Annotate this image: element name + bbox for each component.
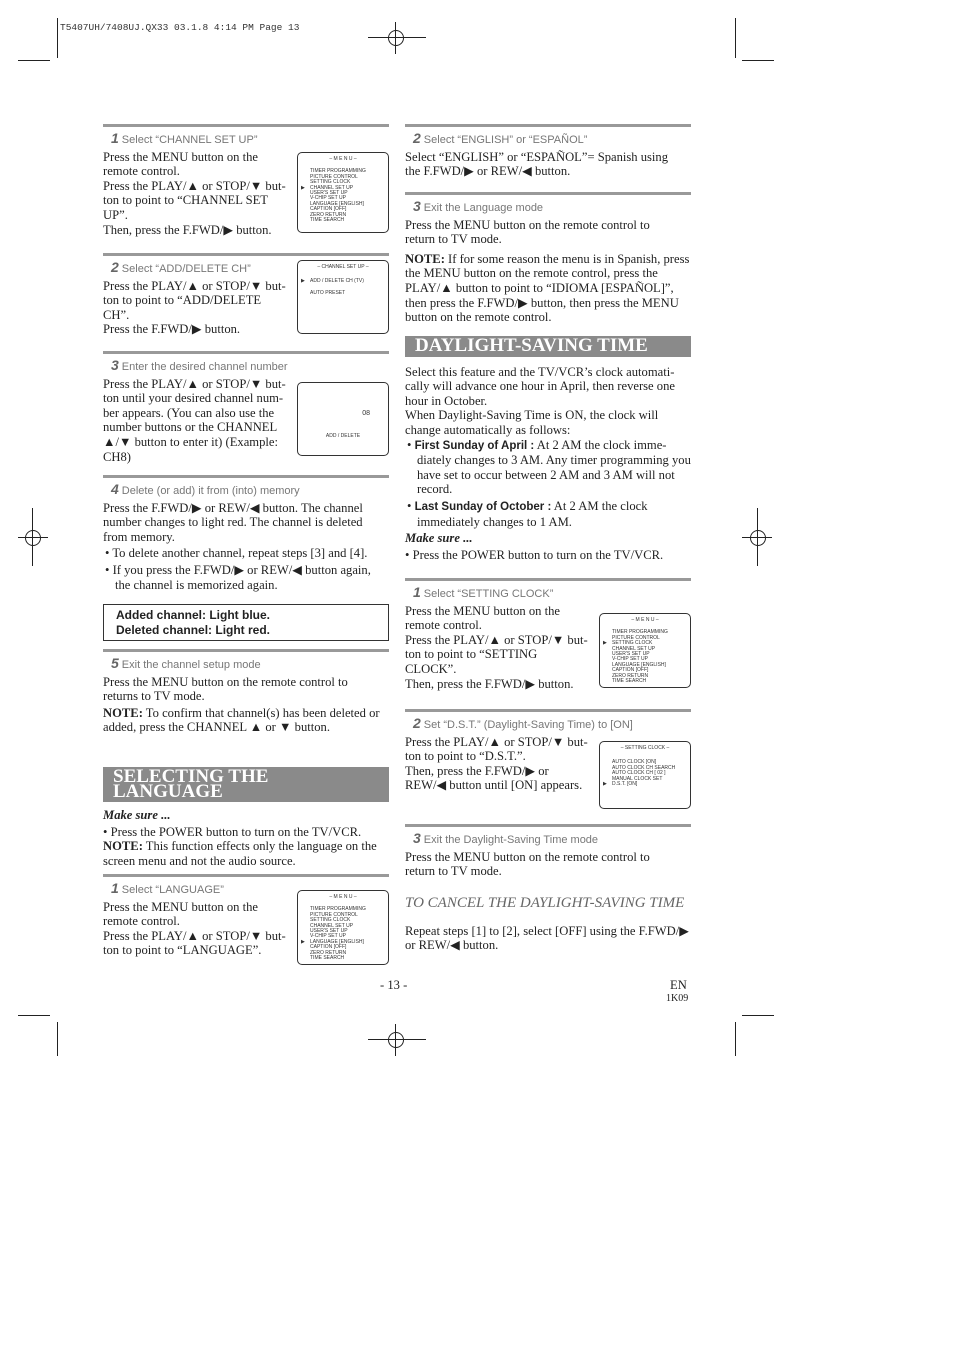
menu-item: PICTURE CONTROL bbox=[310, 173, 358, 180]
note-text: If for some reason the menu is in Spanish, press the MENU button on the remote control, press the PLAY/▲ button to point to “IDIOMA [ESPAÑOL]”, then press the F.FWD/▶ button, then press the MENU button on the remote control. bbox=[405, 251, 690, 325]
menu-item: AUTO CLOCK CH SEARCH bbox=[612, 764, 676, 771]
step-heading bbox=[413, 831, 691, 848]
step-number: 1 bbox=[413, 584, 421, 600]
text-line: remote control. bbox=[103, 914, 180, 929]
menu-item-selected: ▶ CHANNEL SET UP bbox=[310, 186, 388, 191]
step-body bbox=[103, 150, 293, 238]
make-sure-heading: Make sure ... bbox=[405, 531, 473, 546]
note-text: This function effects only the language on the screen menu and not the audio source. bbox=[103, 839, 377, 868]
step-heading bbox=[413, 716, 691, 733]
step-title: Select “CHANNEL SET UP” bbox=[121, 134, 258, 146]
menu-item: MANUAL CLOCK SET bbox=[612, 775, 663, 782]
step-body bbox=[103, 279, 293, 337]
bullet-item: • To delete another channel, repeat steps [3] and [4]. bbox=[105, 546, 368, 561]
bullet-item: • Press the POWER button to turn on the TV/VCR. bbox=[405, 547, 664, 562]
section-rule bbox=[405, 192, 691, 195]
crop-mark bbox=[18, 1015, 50, 1016]
section-banner: DAYLIGHT-SAVING TIME bbox=[405, 336, 691, 357]
step-title: Select “ENGLISH” or “ESPAÑOL” bbox=[423, 134, 588, 146]
dst-section bbox=[405, 336, 691, 562]
bullet-item: • Last Sunday of October : At 2 AM the clock immediately changes to 1 AM. bbox=[407, 498, 648, 529]
text-line: Press the MENU button on the remote control to bbox=[405, 849, 650, 864]
text-line: Press the PLAY/▲ or STOP/▼ but- bbox=[103, 178, 286, 193]
text-line: Press the PLAY/▲ or STOP/▼ but- bbox=[103, 278, 286, 293]
menu-title: – M E N U – bbox=[329, 894, 357, 900]
section-rule bbox=[103, 475, 389, 478]
step-number: 3 bbox=[111, 357, 119, 373]
step-title: Select “SETTING CLOCK” bbox=[423, 588, 554, 600]
note-line: Deleted channel: Light red. bbox=[116, 622, 271, 637]
left-step-5 bbox=[103, 649, 389, 735]
menu-item: CAPTION [OFF] bbox=[612, 667, 649, 674]
crop-mark bbox=[395, 22, 396, 54]
section-rule bbox=[103, 124, 389, 127]
section-body bbox=[405, 365, 691, 563]
menu-item: TIMER PROGRAMMING bbox=[310, 906, 366, 913]
print-header: T5407UH/7408UJ.QX33 03.1.8 4:14 PM Page 13 bbox=[60, 22, 300, 33]
crop-mark bbox=[18, 537, 48, 538]
color-note-box bbox=[103, 604, 389, 641]
intro-text: Select this feature and the TV/VCR’s clock automati-cally will advance one hour in April, then reverse one hour in October. bbox=[405, 364, 675, 408]
step-number: 1 bbox=[111, 880, 119, 896]
bullet-text: Press the POWER button to turn on the TV/VCR. bbox=[110, 824, 362, 839]
step-heading bbox=[413, 585, 691, 602]
text-line: Press the F.FWD/▶ button. bbox=[103, 322, 241, 337]
menu-item: CAPTION [OFF] bbox=[310, 944, 347, 951]
menu-item: CAPTION [OFF] bbox=[310, 206, 347, 213]
step-body bbox=[103, 501, 389, 593]
crop-mark bbox=[742, 537, 772, 538]
note-text: To confirm that channel(s) has been deleted or added, press the CHANNEL ▲ or ▼ button. bbox=[103, 705, 380, 735]
menu-item: TIME SEARCH bbox=[612, 678, 647, 685]
text-line: ton to point to “LANGUAGE”. bbox=[103, 943, 262, 958]
step-title: Select “ADD/DELETE CH” bbox=[121, 263, 251, 275]
bullet-label: Last Sunday of October : bbox=[414, 500, 552, 513]
menu-item: CHANNEL SET UP bbox=[310, 922, 354, 929]
section-rule bbox=[405, 124, 691, 127]
step-body bbox=[405, 150, 691, 179]
step-title: Delete (or add) it from (into) memory bbox=[121, 485, 300, 497]
setting-clock-screen bbox=[599, 741, 691, 809]
add-delete-screen bbox=[297, 382, 389, 456]
crop-mark bbox=[368, 37, 426, 38]
bullet-text: Press the POWER button to turn on the TV/VCR. bbox=[412, 547, 664, 562]
text-line: number changes to light red. The channel is deleted bbox=[103, 515, 363, 530]
menu-item: V-CHIP SET UP bbox=[310, 933, 346, 940]
menu-item: AUTO PRESET bbox=[310, 289, 346, 296]
note-label: NOTE: bbox=[103, 705, 143, 720]
intro-text: When Daylight-Saving Time is ON, the clock will change automatically as follows: bbox=[405, 408, 659, 437]
menu-item: SETTING CLOCK bbox=[310, 917, 351, 924]
text-line: ber appears. (You can also use the bbox=[103, 405, 275, 420]
text-line: Press the MENU button on the bbox=[405, 603, 560, 618]
step-number: 4 bbox=[111, 481, 119, 497]
note bbox=[103, 839, 389, 868]
menu-item: PICTURE CONTROL bbox=[310, 911, 358, 918]
registration-mark-icon bbox=[388, 1032, 404, 1048]
section-body bbox=[103, 808, 389, 868]
cancel-heading: TO CANCEL THE DAYLIGHT-SAVING TIME bbox=[405, 894, 685, 911]
text-line: ton until your desired channel num- bbox=[103, 391, 284, 406]
step-number: 2 bbox=[413, 130, 421, 146]
step-body bbox=[405, 604, 597, 692]
text-line: ton to point to “D.S.T.”. bbox=[405, 749, 526, 764]
menu-item: SETTING CLOCK bbox=[310, 179, 351, 186]
step-title: Exit the channel setup mode bbox=[121, 659, 261, 671]
text-line: Press the PLAY/▲ or STOP/▼ but- bbox=[103, 928, 286, 943]
menu-item: LANGUAGE [ENGLISH] bbox=[612, 661, 666, 668]
menu-title: – CHANNEL SET UP – bbox=[317, 264, 369, 270]
text-line: remote control. bbox=[103, 164, 180, 179]
menu-item-selected: ▶ D.S.T. [ON] bbox=[612, 782, 690, 787]
step-body bbox=[405, 850, 691, 879]
text-line: Press the MENU button on the remote control to bbox=[103, 674, 348, 689]
section-banner: SELECTING THE LANGUAGE bbox=[103, 767, 389, 802]
section-rule bbox=[103, 351, 389, 354]
text-line: Press the PLAY/▲ or STOP/▼ but- bbox=[405, 632, 588, 647]
menu-item: TIMER PROGRAMMING bbox=[310, 168, 366, 175]
text-line: Press the F.FWD/▶ or REW/◀ button. The channel bbox=[103, 500, 363, 515]
crop-mark bbox=[742, 60, 774, 61]
page-number: - 13 - bbox=[380, 978, 408, 992]
step-title: Exit the Daylight-Saving Time mode bbox=[423, 834, 599, 846]
text-line: return to TV mode. bbox=[405, 232, 502, 247]
menu-item: AUTO CLOCK [ON] bbox=[612, 759, 657, 766]
text-line: UP”. bbox=[103, 207, 128, 222]
step-number: 5 bbox=[111, 655, 119, 671]
menu-title: – SETTING CLOCK – bbox=[620, 745, 670, 751]
section-rule bbox=[405, 824, 691, 827]
note bbox=[103, 706, 389, 735]
step-body bbox=[103, 377, 295, 465]
step-body bbox=[103, 675, 389, 735]
text-line: Then, press the F.FWD/▶ or bbox=[405, 763, 549, 778]
menu-item: USER'S SET UP bbox=[612, 651, 650, 658]
setting-clock-menu-screen bbox=[599, 613, 691, 688]
menu-item: CHANNEL SET UP bbox=[612, 645, 656, 652]
left-step-4 bbox=[103, 475, 389, 641]
text-line: return to TV mode. bbox=[405, 864, 502, 879]
menu-item: TIME SEARCH bbox=[310, 217, 345, 224]
menu-item: ZERO RETURN bbox=[310, 949, 347, 956]
step-body bbox=[405, 735, 601, 793]
text-line: Press the PLAY/▲ or STOP/▼ but- bbox=[103, 376, 286, 391]
text-line: remote control. bbox=[405, 618, 482, 633]
step-number: 2 bbox=[413, 715, 421, 731]
language-code: EN bbox=[670, 978, 687, 992]
text-line: ton to point to “SETTING bbox=[405, 647, 538, 662]
step-heading bbox=[111, 482, 389, 499]
make-sure-heading: Make sure ... bbox=[103, 808, 171, 823]
step-heading bbox=[111, 656, 389, 673]
bullet-label: First Sunday of April : bbox=[414, 439, 535, 452]
note-label: NOTE: bbox=[103, 839, 143, 854]
bullet-text: At 2 AM the clock immediately changes to 1 AM. bbox=[417, 498, 648, 529]
registration-mark-icon bbox=[750, 530, 766, 546]
step-title: Enter the desired channel number bbox=[121, 361, 288, 373]
menu-item: TIMER PROGRAMMING bbox=[612, 629, 668, 636]
text-line: CH”. bbox=[103, 307, 130, 322]
step-heading bbox=[413, 131, 691, 148]
text-line: Select “ENGLISH” or “ESPAÑOL”= Spanish using bbox=[405, 149, 669, 164]
crop-mark bbox=[742, 1015, 774, 1016]
bullet-item: • If you press the F.FWD/▶ or REW/◀ button again, the channel is memorized again. bbox=[105, 562, 371, 592]
menu-screen bbox=[297, 152, 389, 233]
menu-title: – M E N U – bbox=[329, 156, 357, 162]
menu-item: LANGUAGE [ENGLISH] bbox=[310, 200, 364, 207]
text-line: Then, press the F.FWD/▶ button. bbox=[405, 676, 574, 691]
text-line: ton to point to “CHANNEL SET bbox=[103, 193, 268, 208]
menu-item: USER'S SET UP bbox=[310, 190, 348, 197]
text-line: returns to TV mode. bbox=[103, 689, 205, 704]
step-title: Select “LANGUAGE” bbox=[121, 884, 224, 896]
crop-mark bbox=[18, 60, 50, 61]
bullet-text: To delete another channel, repeat steps [3] and [4]. bbox=[112, 546, 368, 561]
language-section bbox=[103, 767, 389, 869]
step-title: Exit the Language mode bbox=[423, 202, 544, 214]
step-body bbox=[103, 900, 293, 958]
bullet-item: • Press the POWER button to turn on the TV/VCR. bbox=[103, 824, 362, 839]
menu-item-selected: ▶ SETTING CLOCK bbox=[612, 641, 690, 646]
section-rule bbox=[103, 649, 389, 652]
step-number: 3 bbox=[413, 198, 421, 214]
crop-mark bbox=[57, 1022, 58, 1056]
text-line: number buttons or the CHANNEL bbox=[103, 420, 278, 435]
channel-number: 08 bbox=[362, 410, 370, 417]
menu-item: PICTURE CONTROL bbox=[612, 634, 660, 641]
right-step-1 bbox=[405, 124, 691, 179]
text-line: from memory. bbox=[103, 529, 175, 544]
menu-item: V-CHIP SET UP bbox=[612, 656, 648, 663]
step-title: Set “D.S.T.” (Daylight-Saving Time) to [ON] bbox=[423, 719, 633, 731]
text-line: Press the PLAY/▲ or STOP/▼ but- bbox=[405, 734, 588, 749]
section-rule bbox=[405, 709, 691, 712]
menu-item: ZERO RETURN bbox=[612, 672, 649, 679]
registration-mark-icon bbox=[25, 530, 41, 546]
text-line: ton to point to “ADD/DELETE bbox=[103, 293, 262, 308]
menu-title: – M E N U – bbox=[631, 617, 659, 623]
step-number: 3 bbox=[413, 830, 421, 846]
channel-setup-screen bbox=[297, 260, 389, 334]
section-rule bbox=[405, 578, 691, 581]
section-rule bbox=[103, 253, 389, 256]
step-body bbox=[405, 218, 691, 325]
text-line: Then, press the F.FWD/▶ button. bbox=[103, 222, 272, 237]
text-line: ▲/▼ button to enter it) (Example: bbox=[103, 434, 278, 449]
bullet-item: • First Sunday of April : At 2 AM the clock imme-diately changes to 3 AM. Any timer programming you have set to occur between 2 AM and 3 AM will not record. bbox=[407, 437, 691, 497]
menu-item: AUTO CLOCK CH [ 02 ] bbox=[612, 770, 666, 777]
section-rule bbox=[103, 874, 389, 877]
step-heading bbox=[111, 131, 389, 148]
registration-mark-icon bbox=[388, 30, 404, 46]
text-line: CLOCK”. bbox=[405, 661, 457, 676]
language-menu-screen bbox=[297, 890, 389, 965]
text-line: Press the MENU button on the bbox=[103, 149, 258, 164]
screen-label: ADD / DELETE bbox=[325, 433, 361, 439]
menu-item: ZERO RETURN bbox=[310, 211, 347, 218]
note-label: NOTE: bbox=[405, 251, 445, 266]
menu-item: USER'S SET UP bbox=[310, 928, 348, 935]
menu-item-selected: ▶ LANGUAGE [ENGLISH] bbox=[310, 940, 388, 945]
doc-code: 1K09 bbox=[666, 993, 689, 1004]
crop-mark bbox=[368, 1039, 426, 1040]
right-step-5 bbox=[405, 824, 691, 953]
menu-item: V-CHIP SET UP bbox=[310, 195, 346, 202]
note bbox=[405, 252, 691, 325]
note-line: Added channel: Light blue. bbox=[116, 608, 270, 623]
step-heading bbox=[413, 199, 691, 216]
bullet-text: If you press the F.FWD/▶ or REW/◀ button again, the channel is memorized again. bbox=[112, 562, 371, 592]
step-heading bbox=[111, 358, 389, 375]
menu-item-selected: ▶ ADD / DELETE CH (TV) bbox=[310, 279, 388, 284]
crop-mark bbox=[735, 18, 736, 58]
menu-item: TIME SEARCH bbox=[310, 955, 345, 962]
text-line: REW/◀ button until [ON] appears. bbox=[405, 778, 583, 793]
text-line: the F.FWD/▶ or REW/◀ button. bbox=[405, 164, 571, 179]
crop-mark bbox=[395, 1024, 396, 1056]
right-step-2 bbox=[405, 192, 691, 325]
bullet-text: At 2 AM the clock imme-diately changes to 3 AM. Any timer programming you have set to occur between 2 AM and 3 AM will not record. bbox=[417, 437, 691, 497]
step-number: 2 bbox=[111, 259, 119, 275]
text-line: Press the MENU button on the remote control to bbox=[405, 217, 650, 232]
text-line: CH8) bbox=[103, 449, 131, 464]
text-line: Press the MENU button on the bbox=[103, 899, 258, 914]
cancel-text: Repeat steps [1] to [2], select [OFF] using the F.FWD/▶ or REW/◀ button. bbox=[405, 923, 689, 953]
step-number: 1 bbox=[111, 130, 119, 146]
crop-mark bbox=[57, 18, 58, 58]
crop-mark bbox=[735, 1022, 736, 1056]
